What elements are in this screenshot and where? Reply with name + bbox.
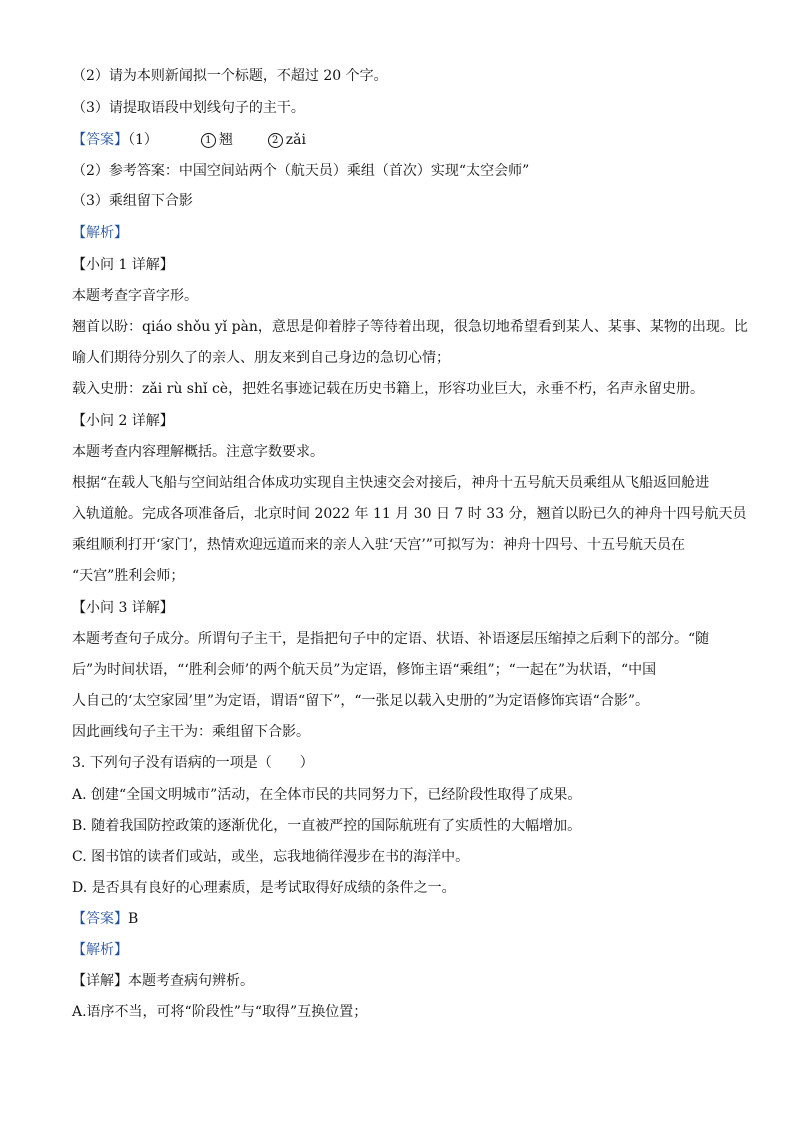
question-2-prompt: （2）请为本则新闻拟一个标题，不超过 20 个字。	[72, 68, 388, 84]
detail-heading: 【详解】本题考查病句辨析。	[72, 973, 254, 989]
paragraph-line: 翘首以盼：qiáo shǒu yǐ pàn，意思是仰着脖子等待着出现，很急切地希望看到某人、某事、某物的出现。比	[72, 319, 748, 335]
answer-part-1-label: （1）	[128, 132, 158, 148]
answer-value: B	[128, 911, 139, 927]
answer-tag: 【答案】	[72, 911, 128, 927]
paragraph-line: 载入史册：zǎi rù shǐ cè，把姓名事迹记载在历史书籍上，形容功业巨大，永垂不朽，名声永留史册。	[72, 381, 705, 397]
subquestion-3-heading: 【小问 3 详解】	[72, 600, 174, 616]
answer-line-2	[72, 909, 722, 929]
paragraph-line: 本题考查句子成分。所谓句子主干，是指把句子中的定语、状语、补语逐层压缩掉之后剩下的部分。“随	[72, 631, 710, 647]
paragraph-line: 入轨道舱。完成各项准备后，北京时间 2022 年 11 月 30 日 7 时 33 分，翘首以盼已久的神舟十四号航天员	[72, 506, 747, 522]
paragraph-line: “天宫”胜利会师；	[72, 568, 185, 584]
question-3-prompt: （3）请提取语段中划线句子的主干。	[72, 100, 305, 116]
paragraph-line: 根据“在载人飞船与空间站组合体成功实现自主快速交会对接后，神舟十五号航天员乘组从飞船返回舱进	[72, 475, 710, 491]
option-b: B. 随着我国防控政策的逐渐优化，一直被严控的国际航班有了实质性的大幅增加。	[72, 818, 582, 834]
paragraph-line: 本题考查字音字形。	[72, 288, 198, 304]
paragraph-line: 人自己的‘太空家园’里”为定语，谓语“留下”，“一张足以载入史册的”为定语修饰宾语“合影”。	[72, 693, 649, 709]
option-d: D. 是否具有良好的心理素质，是考试取得好成绩的条件之一。	[72, 880, 456, 896]
question-3-stem: 3. 下列句子没有语病的一项是（ ）	[72, 755, 314, 771]
analysis-tag: 【解析】	[72, 225, 128, 241]
circled-number: 1	[201, 133, 216, 148]
paragraph-line: A.语序不当，可将“阶段性”与“取得”互换位置；	[72, 1004, 368, 1020]
answer-part-2: （2）参考答案：中国空间站两个（航天员）乘组（首次）实现“太空会师”	[72, 163, 530, 179]
answer-part-3: （3）乘组留下合影	[72, 193, 193, 209]
subquestion-1-heading: 【小问 1 详解】	[72, 257, 174, 273]
answer-item-1: 翘	[218, 132, 233, 148]
paragraph-line: 乘组顺利打开‘家门’，热情欢迎远道而来的亲人入驻‘天宫’”可拟写为：神舟十四号、十五号航天员在	[72, 537, 685, 553]
paragraph-line: 喻人们期待分别久了的亲人、朋友来到自己身边的急切心情；	[72, 350, 450, 366]
option-c: C. 图书馆的读者们或站，或坐，忘我地徜徉漫步在书的海洋中。	[72, 849, 470, 865]
analysis-tag: 【解析】	[72, 942, 128, 958]
paragraph-line: 本题考查内容理解概括。注意字数要求。	[72, 444, 324, 460]
paragraph-line: 因此画线句子主干为：乘组留下合影。	[72, 724, 310, 740]
answer-tag: 【答案】	[72, 132, 128, 148]
paragraph-line: 后”为时间状语，“‘胜利会师’的两个航天员”为定语，修饰主语“乘组”；“一起在”为状语，“中国	[72, 662, 657, 678]
circled-number: 2	[268, 133, 283, 148]
option-a: A. 创建“全国文明城市”活动，在全体市民的共同努力下，已经阶段性取得了成果。	[72, 787, 582, 803]
answer-item-2: zǎi	[285, 132, 306, 148]
subquestion-2-heading: 【小问 2 详解】	[72, 413, 174, 429]
answer-line-1	[72, 130, 722, 150]
